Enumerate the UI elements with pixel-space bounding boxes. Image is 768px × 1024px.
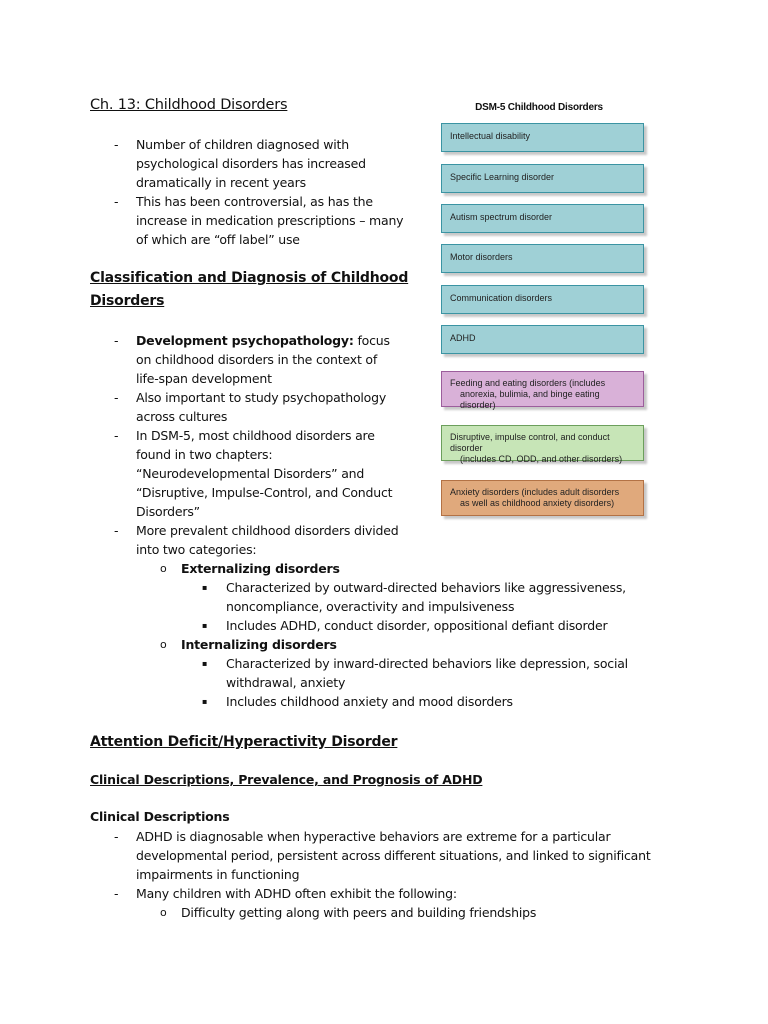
figure-box bbox=[441, 371, 644, 410]
bullet-text: This has been controversial, as has the increase in medication prescriptions – many of which are “off label” use bbox=[136, 194, 404, 247]
box-label: Anxiety disorders (includes adult disorders bbox=[450, 487, 620, 497]
dash-marker: - bbox=[114, 137, 119, 152]
bullet-text: Also important to study psychopathology across cultures bbox=[136, 390, 387, 424]
bullet-text: Characterized by outward-directed behaviors like aggressiveness, noncompliance, overactivity and impulsiveness bbox=[226, 580, 626, 614]
list-item bbox=[0, 578, 646, 616]
list-item bbox=[0, 331, 402, 388]
list-item bbox=[0, 884, 660, 903]
list-item bbox=[0, 635, 681, 654]
intro-list bbox=[0, 135, 410, 249]
figure-title: DSM-5 Childhood Disorders bbox=[475, 102, 603, 113]
box-label: anorexia, bulimia, and binge eating disorder) bbox=[460, 389, 600, 410]
circle-marker: o bbox=[160, 638, 167, 651]
bullet-text: Includes childhood anxiety and mood disorders bbox=[226, 694, 513, 709]
list-item bbox=[0, 559, 681, 578]
square-marker: ▪ bbox=[202, 659, 208, 668]
dash-marker: - bbox=[114, 523, 119, 538]
list-item bbox=[0, 426, 400, 521]
dash-marker: - bbox=[114, 390, 119, 405]
page-title: Ch. 13: Childhood Disorders bbox=[90, 97, 288, 113]
square-marker: ▪ bbox=[202, 621, 208, 630]
heading-line: Classification and Diagnosis of Childhood bbox=[90, 270, 409, 286]
bullet-text: Difficulty getting along with peers and building friendships bbox=[181, 905, 537, 920]
figure-box bbox=[441, 480, 644, 516]
list-item bbox=[0, 388, 396, 426]
bullet-text: In DSM-5, most childhood disorders are found in two chapters: “Neurodevelopmental Disorders” and “Disruptive, Impulse-Control, and Conduct Disorders” bbox=[136, 428, 393, 519]
dash-marker: - bbox=[114, 829, 119, 844]
bullet-text: ADHD is diagnosable when hyperactive behaviors are extreme for a particular developmental period, persistent across different situations, and linked to significant impairments in functioning bbox=[136, 829, 651, 882]
figure-box bbox=[441, 325, 644, 354]
list-item bbox=[0, 616, 646, 635]
subsection-heading: Clinical Descriptions, Prevalence, and Prognosis of ADHD bbox=[90, 772, 483, 787]
box-label: Motor disorders bbox=[450, 252, 513, 262]
figure-box bbox=[441, 164, 644, 193]
adhd-list bbox=[0, 827, 701, 922]
figure-box bbox=[441, 123, 644, 152]
category-label: Internalizing disorders bbox=[181, 637, 337, 652]
subsubsection-heading: Clinical Descriptions bbox=[90, 809, 230, 824]
bold-term: Development psychopathology: bbox=[136, 333, 354, 348]
bullet-text: More prevalent childhood disorders divided into two categories: bbox=[136, 523, 399, 557]
dash-marker: - bbox=[114, 194, 119, 209]
section-heading-adhd: Attention Deficit/Hyperactivity Disorder bbox=[90, 734, 398, 750]
bullet-text: Characterized by inward-directed behaviors like depression, social withdrawal, anxiety bbox=[226, 656, 628, 690]
box-label: as well as childhood anxiety disorders) bbox=[460, 498, 615, 508]
category-label: Externalizing disorders bbox=[181, 561, 340, 576]
figure-box bbox=[441, 285, 644, 314]
list-item bbox=[0, 692, 646, 711]
list-item bbox=[0, 827, 660, 884]
square-marker: ▪ bbox=[202, 583, 208, 592]
figure-box bbox=[441, 204, 644, 233]
box-label: ADHD bbox=[450, 333, 476, 343]
figure-box bbox=[441, 425, 644, 464]
bullet-text: Includes ADHD, conduct disorder, oppositional defiant disorder bbox=[226, 618, 608, 633]
box-label: Feeding and eating disorders (includes bbox=[450, 378, 606, 388]
bullet-text: Number of children diagnosed with psychological disorders has increased dramatically in recent years bbox=[136, 137, 366, 190]
box-label: Disruptive, impulse control, and conduct disorder bbox=[450, 432, 610, 453]
dsm5-figure bbox=[425, 96, 653, 524]
dash-marker: - bbox=[114, 428, 119, 443]
box-label: Intellectual disability bbox=[450, 131, 531, 141]
figure-box bbox=[441, 244, 644, 273]
list-item bbox=[0, 521, 406, 559]
dash-marker: - bbox=[114, 333, 119, 348]
list-item bbox=[0, 135, 410, 192]
list-item bbox=[0, 654, 646, 692]
box-label: (includes CD, ODD, and other disorders) bbox=[460, 454, 623, 464]
square-marker: ▪ bbox=[202, 697, 208, 706]
dash-marker: - bbox=[114, 886, 119, 901]
bullet-text: focus on childhood disorders in the context of life-span development bbox=[136, 333, 390, 386]
section-heading-classification bbox=[90, 267, 410, 313]
heading-line: Disorders bbox=[90, 293, 165, 309]
bullet-text: Many children with ADHD often exhibit the following: bbox=[136, 886, 457, 901]
list-item bbox=[0, 903, 701, 922]
box-label: Communication disorders bbox=[450, 293, 553, 303]
circle-marker: o bbox=[160, 562, 167, 575]
box-label: Autism spectrum disorder bbox=[450, 212, 553, 222]
circle-marker: o bbox=[160, 906, 167, 919]
list-item bbox=[0, 192, 416, 249]
box-label: Specific Learning disorder bbox=[450, 172, 555, 182]
